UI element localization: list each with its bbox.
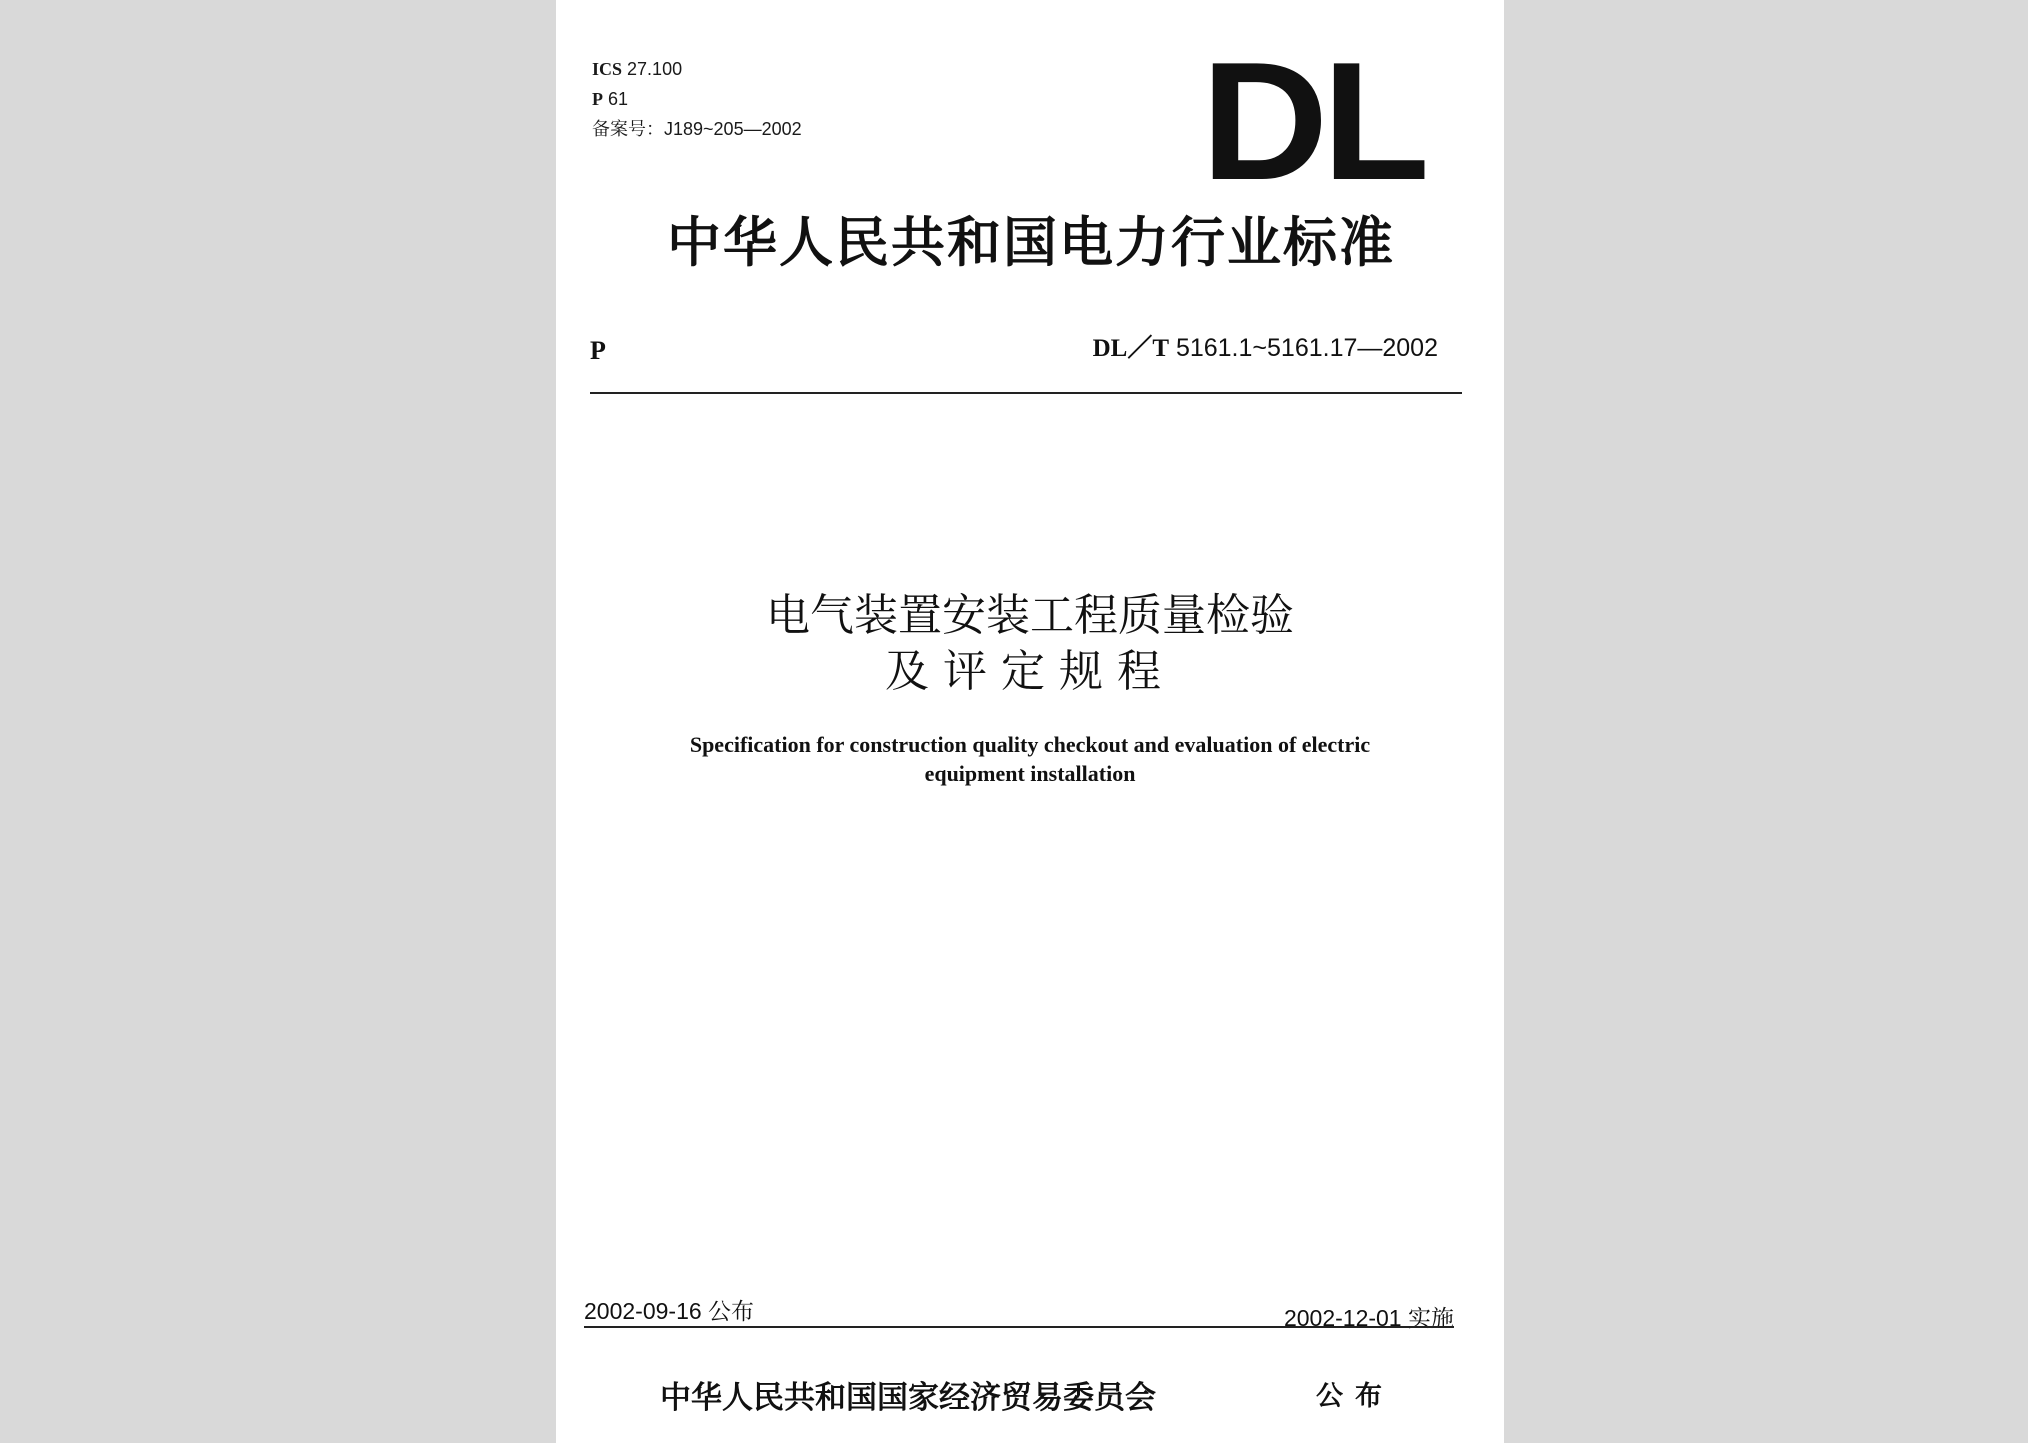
record-value: J189~205—2002 (664, 119, 802, 139)
title-en-line2: equipment installation (924, 761, 1136, 786)
header-divider (590, 392, 1462, 394)
footer-divider (584, 1326, 1454, 1328)
document-page (556, 0, 1504, 1443)
standard-metadata (592, 54, 802, 144)
effective-date: 2002-12-01 实施 (1283, 1305, 1454, 1331)
issue-date: 2002-09-16 公布 (584, 1298, 755, 1324)
publish-label: 公布 (1316, 1381, 1394, 1412)
record-label: 备案号： (592, 119, 664, 139)
title-cn-line2: 及评定规程 (885, 646, 1175, 697)
publisher-name: 中华人民共和国国家经济贸易委员会 (660, 1380, 1156, 1416)
dl-logo: DL (1201, 27, 1424, 215)
org-title: 中华人民共和国电力行业标准 (667, 211, 1395, 274)
document-title-english (616, 730, 1444, 788)
standard-number-value: 5161.1~5161.17—2002 (1169, 334, 1438, 362)
standard-number-prefix: DL／T (1092, 335, 1169, 362)
class-label: P (592, 89, 603, 109)
record-line (592, 114, 802, 144)
ics-label: ICS (592, 59, 623, 79)
document-title-chinese (556, 588, 1504, 700)
title-en-line1: Specification for construction quality checkout and evaluation of electric (689, 732, 1371, 757)
title-cn-line1: 电气装置安装工程质量检验 (766, 590, 1294, 641)
class-value: 61 (608, 89, 629, 109)
ics-value: 27.100 (627, 59, 683, 79)
standard-number (1093, 328, 1438, 364)
class-line (592, 84, 802, 114)
ics-line (592, 54, 802, 84)
class-code: P (590, 336, 606, 365)
